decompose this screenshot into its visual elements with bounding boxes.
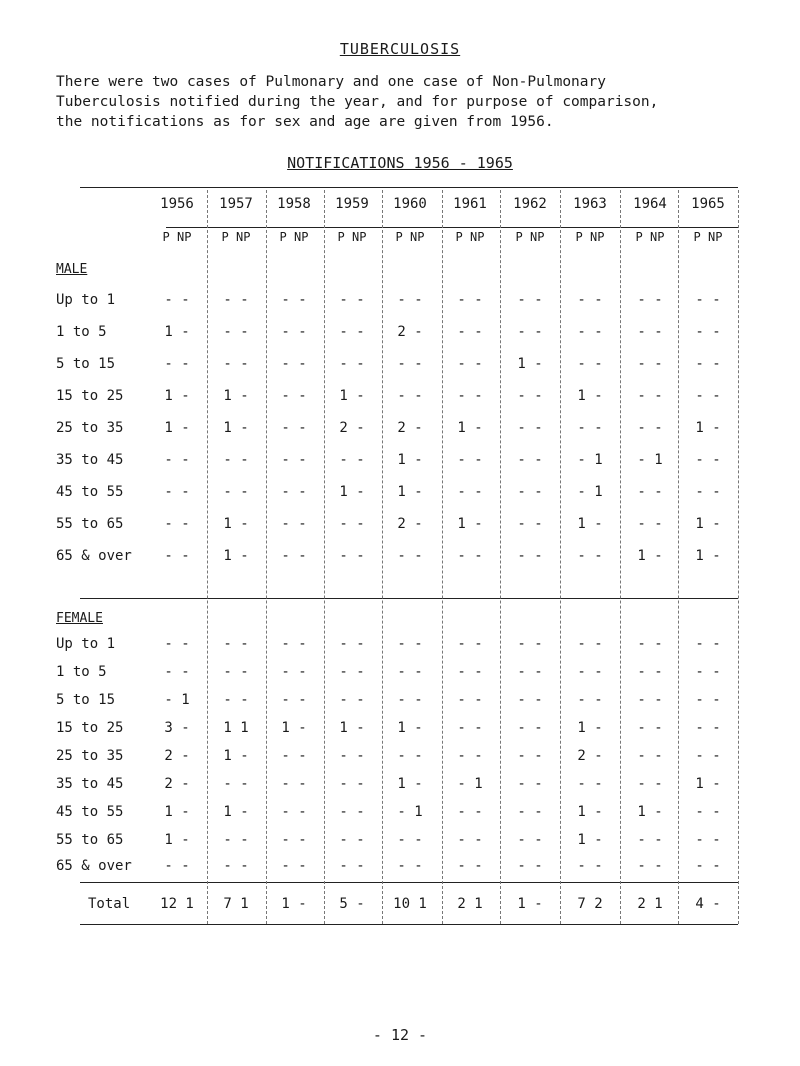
table-cell: - - xyxy=(281,324,307,340)
row-label: Up to 1 xyxy=(56,636,116,652)
table-cell: - - xyxy=(695,356,721,372)
table-cell: - - xyxy=(339,692,365,708)
table-bottom-rule xyxy=(80,924,738,925)
table-cell: - - xyxy=(281,776,307,792)
header-rule xyxy=(166,227,738,228)
table-cell: - - xyxy=(397,858,423,874)
table-cell: - - xyxy=(637,720,663,736)
table-cell: - - xyxy=(281,420,307,436)
total-cell: 5 - xyxy=(339,896,365,912)
table-cell: 1 - xyxy=(457,516,483,532)
intro-line: There were two cases of Pulmonary and one case of Non-Pulmonary xyxy=(56,74,606,90)
table-cell: 1 - xyxy=(577,720,603,736)
table-cell: - - xyxy=(397,664,423,680)
table-cell: - - xyxy=(397,748,423,764)
table-cell: - - xyxy=(281,516,307,532)
total-label: Total xyxy=(88,896,131,912)
table-cell: - - xyxy=(517,484,543,500)
intro-line: the notifications as for sex and age are given from 1956. xyxy=(56,114,554,130)
table-cell: - - xyxy=(695,484,721,500)
table-top-rule xyxy=(80,187,738,188)
table-cell: 2 - xyxy=(397,420,423,436)
table-cell: - - xyxy=(517,804,543,820)
table-cell: - - xyxy=(637,858,663,874)
table-cell: - - xyxy=(457,452,483,468)
table-cell: - - xyxy=(637,776,663,792)
table-cell: 1 - xyxy=(339,484,365,500)
section-label-male: MALE xyxy=(56,262,88,277)
table-cell: - - xyxy=(164,548,190,564)
table-cell: - - xyxy=(517,388,543,404)
table-cell: - - xyxy=(223,484,249,500)
table-cell: 1 - xyxy=(695,776,721,792)
table-cell: 1 - xyxy=(164,324,190,340)
table-cell: 1 - xyxy=(397,484,423,500)
row-label: 35 to 45 xyxy=(56,452,124,468)
table-cell: - - xyxy=(281,484,307,500)
table-cell: 1 - xyxy=(695,516,721,532)
total-cell: 2 1 xyxy=(637,896,663,912)
table-cell: - - xyxy=(577,356,603,372)
table-cell: - - xyxy=(339,516,365,532)
table-cell: - - xyxy=(281,858,307,874)
table-cell: - - xyxy=(339,452,365,468)
row-label: 25 to 35 xyxy=(56,420,124,436)
table-title: NOTIFICATIONS 1956 - 1965 xyxy=(287,154,513,172)
table-cell: - - xyxy=(695,388,721,404)
year-header: 1957 xyxy=(219,196,253,212)
table-cell: - 1 xyxy=(164,692,190,708)
table-cell: - - xyxy=(223,832,249,848)
table-cell: - - xyxy=(517,832,543,848)
row-label: 15 to 25 xyxy=(56,388,124,404)
table-cell: - - xyxy=(281,832,307,848)
table-cell: - - xyxy=(164,292,190,308)
table-cell: - - xyxy=(281,356,307,372)
table-cell: 1 - xyxy=(397,720,423,736)
table-cell: - - xyxy=(339,636,365,652)
pnp-subheader: P NP xyxy=(515,230,545,244)
total-top-rule xyxy=(80,882,738,883)
table-cell: - - xyxy=(517,292,543,308)
table-cell: - - xyxy=(223,452,249,468)
table-cell: - 1 xyxy=(577,484,603,500)
table-cell: - - xyxy=(457,292,483,308)
table-cell: - - xyxy=(223,858,249,874)
table-cell: - - xyxy=(695,748,721,764)
table-cell: - - xyxy=(457,636,483,652)
row-label: 15 to 25 xyxy=(56,720,124,736)
table-cell: - - xyxy=(164,452,190,468)
total-cell: 7 2 xyxy=(577,896,603,912)
table-cell: - - xyxy=(281,452,307,468)
table-cell: 1 - xyxy=(397,776,423,792)
year-header: 1956 xyxy=(160,196,194,212)
year-header: 1965 xyxy=(691,196,725,212)
table-cell: - - xyxy=(517,420,543,436)
table-cell: - - xyxy=(695,452,721,468)
table-cell: - - xyxy=(223,356,249,372)
table-cell: - - xyxy=(164,484,190,500)
table-cell: - - xyxy=(637,420,663,436)
table-cell: - - xyxy=(637,832,663,848)
table-cell: - - xyxy=(339,548,365,564)
row-label: 45 to 55 xyxy=(56,804,124,820)
year-header: 1958 xyxy=(277,196,311,212)
table-cell: 2 - xyxy=(164,776,190,792)
table-cell: - - xyxy=(637,516,663,532)
pnp-subheader: P NP xyxy=(635,230,665,244)
year-header: 1959 xyxy=(335,196,369,212)
table-cell: - - xyxy=(577,636,603,652)
table-cell: - - xyxy=(637,748,663,764)
table-cell: - - xyxy=(339,858,365,874)
table-cell: - - xyxy=(457,548,483,564)
table-cell: - - xyxy=(577,692,603,708)
table-cell: 1 - xyxy=(517,356,543,372)
pnp-subheader: P NP xyxy=(337,230,367,244)
table-cell: - - xyxy=(577,858,603,874)
row-label: 55 to 65 xyxy=(56,832,124,848)
table-cell: - - xyxy=(223,776,249,792)
table-cell: - - xyxy=(517,636,543,652)
table-cell: - - xyxy=(339,324,365,340)
table-cell: - - xyxy=(577,420,603,436)
table-cell: - - xyxy=(637,484,663,500)
table-cell: 1 1 xyxy=(223,720,249,736)
table-cell: - - xyxy=(577,548,603,564)
page-heading: TUBERCULOSIS xyxy=(339,40,461,58)
table-cell: - 1 xyxy=(397,804,423,820)
table-cell: 1 - xyxy=(695,420,721,436)
row-label: 55 to 65 xyxy=(56,516,124,532)
table-cell: - - xyxy=(695,324,721,340)
table-cell: - - xyxy=(397,356,423,372)
table-cell: - - xyxy=(517,692,543,708)
table-cell: - - xyxy=(223,636,249,652)
table-cell: - - xyxy=(517,324,543,340)
table-cell: - - xyxy=(223,324,249,340)
table-cell: - - xyxy=(397,832,423,848)
table-cell: - - xyxy=(281,636,307,652)
section-label-female: FEMALE xyxy=(56,611,103,626)
table-cell: - - xyxy=(457,388,483,404)
row-label: 5 to 15 xyxy=(56,356,116,372)
table-cell: - - xyxy=(281,548,307,564)
table-cell: - - xyxy=(339,804,365,820)
table-cell: - - xyxy=(223,692,249,708)
table-cell: - - xyxy=(695,832,721,848)
table-cell: - - xyxy=(695,858,721,874)
pnp-subheader: P NP xyxy=(221,230,251,244)
total-cell: 1 - xyxy=(281,896,307,912)
table-cell: - - xyxy=(223,292,249,308)
table-cell: - 1 xyxy=(457,776,483,792)
table-cell: - - xyxy=(339,356,365,372)
table-cell: - - xyxy=(637,664,663,680)
year-header: 1960 xyxy=(393,196,427,212)
table-cell: 1 - xyxy=(223,748,249,764)
table-cell: - - xyxy=(637,324,663,340)
table-cell: - - xyxy=(577,776,603,792)
table-cell: - - xyxy=(517,720,543,736)
table-cell: - - xyxy=(397,292,423,308)
table-cell: - - xyxy=(695,804,721,820)
total-cell: 7 1 xyxy=(223,896,249,912)
table-cell: - - xyxy=(281,388,307,404)
table-cell: - - xyxy=(457,324,483,340)
table-cell: - - xyxy=(637,356,663,372)
table-cell: - - xyxy=(281,692,307,708)
table-cell: - - xyxy=(577,292,603,308)
table-cell: - - xyxy=(339,292,365,308)
table-cell: 1 - xyxy=(339,720,365,736)
table-cell: - - xyxy=(637,692,663,708)
table-cell: - 1 xyxy=(577,452,603,468)
table-cell: 1 - xyxy=(457,420,483,436)
intro-paragraph xyxy=(56,72,756,132)
total-cell: 12 1 xyxy=(160,896,194,912)
table-cell: - - xyxy=(223,664,249,680)
table-cell: - - xyxy=(577,324,603,340)
table-cell: 2 - xyxy=(397,516,423,532)
table-cell: - - xyxy=(164,664,190,680)
table-cell: 1 - xyxy=(577,832,603,848)
table-cell: - - xyxy=(695,292,721,308)
table-cell: - - xyxy=(164,356,190,372)
year-header: 1964 xyxy=(633,196,667,212)
section-divider-rule xyxy=(80,598,738,599)
table-cell: - - xyxy=(397,388,423,404)
column-divider xyxy=(738,190,739,924)
pnp-subheader: P NP xyxy=(575,230,605,244)
table-cell: - - xyxy=(517,748,543,764)
table-cell: - - xyxy=(457,804,483,820)
table-cell: - - xyxy=(637,636,663,652)
pnp-subheader: P NP xyxy=(455,230,485,244)
table-cell: 1 - xyxy=(223,420,249,436)
table-cell: 1 - xyxy=(164,832,190,848)
total-cell: 1 - xyxy=(517,896,543,912)
table-cell: 1 - xyxy=(281,720,307,736)
table-cell: - - xyxy=(695,720,721,736)
table-cell: - - xyxy=(517,858,543,874)
table-cell: - - xyxy=(517,548,543,564)
table-cell: - - xyxy=(339,748,365,764)
year-header: 1962 xyxy=(513,196,547,212)
pnp-subheader: P NP xyxy=(162,230,192,244)
table-cell: 1 - xyxy=(577,804,603,820)
row-label: 1 to 5 xyxy=(56,664,107,680)
table-cell: - - xyxy=(281,748,307,764)
table-cell: - - xyxy=(517,776,543,792)
table-cell: 1 - xyxy=(164,388,190,404)
table-cell: 1 - xyxy=(164,804,190,820)
table-cell: 2 - xyxy=(164,748,190,764)
year-header: 1963 xyxy=(573,196,607,212)
total-cell: 10 1 xyxy=(393,896,427,912)
table-cell: - - xyxy=(695,692,721,708)
table-cell: - - xyxy=(397,548,423,564)
table-cell: - - xyxy=(637,292,663,308)
table-cell: 2 - xyxy=(397,324,423,340)
total-cell: 4 - xyxy=(695,896,721,912)
table-cell: 1 - xyxy=(339,388,365,404)
table-cell: - - xyxy=(457,832,483,848)
row-label: 45 to 55 xyxy=(56,484,124,500)
table-cell: - - xyxy=(517,664,543,680)
table-cell: 1 - xyxy=(577,388,603,404)
table-cell: - - xyxy=(695,664,721,680)
intro-line: Tuberculosis notified during the year, and for purpose of comparison, xyxy=(56,94,659,110)
table-cell: - - xyxy=(517,516,543,532)
table-cell: - - xyxy=(164,516,190,532)
table-cell: 1 - xyxy=(695,548,721,564)
table-cell: - - xyxy=(457,748,483,764)
row-label: 1 to 5 xyxy=(56,324,107,340)
row-label: Up to 1 xyxy=(56,292,116,308)
table-cell: - - xyxy=(637,388,663,404)
page-number: - 12 - xyxy=(372,1026,428,1044)
row-label: 5 to 15 xyxy=(56,692,116,708)
table-cell: - - xyxy=(457,356,483,372)
table-cell: 1 - xyxy=(397,452,423,468)
table-cell: - - xyxy=(457,484,483,500)
table-cell: - - xyxy=(339,776,365,792)
table-cell: - - xyxy=(517,452,543,468)
table-cell: - - xyxy=(457,720,483,736)
table-cell: - - xyxy=(695,636,721,652)
table-cell: - - xyxy=(457,664,483,680)
table-cell: - - xyxy=(164,636,190,652)
row-label: 25 to 35 xyxy=(56,748,124,764)
row-label: 35 to 45 xyxy=(56,776,124,792)
table-cell: - - xyxy=(281,292,307,308)
table-cell: 2 - xyxy=(577,748,603,764)
table-cell: 1 - xyxy=(223,516,249,532)
table-cell: - - xyxy=(577,664,603,680)
pnp-subheader: P NP xyxy=(693,230,723,244)
table-cell: - 1 xyxy=(637,452,663,468)
row-label: 65 & over xyxy=(56,858,132,874)
table-cell: - - xyxy=(281,664,307,680)
table-cell: 1 - xyxy=(164,420,190,436)
table-cell: - - xyxy=(164,858,190,874)
pnp-subheader: P NP xyxy=(279,230,309,244)
table-cell: 1 - xyxy=(637,804,663,820)
table-cell: - - xyxy=(457,692,483,708)
year-header: 1961 xyxy=(453,196,487,212)
table-cell: - - xyxy=(281,804,307,820)
table-cell: 1 - xyxy=(223,804,249,820)
table-cell: - - xyxy=(339,664,365,680)
pnp-subheader: P NP xyxy=(395,230,425,244)
table-cell: 1 - xyxy=(223,548,249,564)
table-cell: 2 - xyxy=(339,420,365,436)
table-cell: - - xyxy=(339,832,365,848)
table-cell: 1 - xyxy=(577,516,603,532)
row-label: 65 & over xyxy=(56,548,132,564)
total-cell: 2 1 xyxy=(457,896,483,912)
table-cell: - - xyxy=(397,692,423,708)
table-cell: - - xyxy=(457,858,483,874)
table-cell: 1 - xyxy=(223,388,249,404)
table-cell: 1 - xyxy=(637,548,663,564)
table-cell: - - xyxy=(397,636,423,652)
table-cell: 3 - xyxy=(164,720,190,736)
